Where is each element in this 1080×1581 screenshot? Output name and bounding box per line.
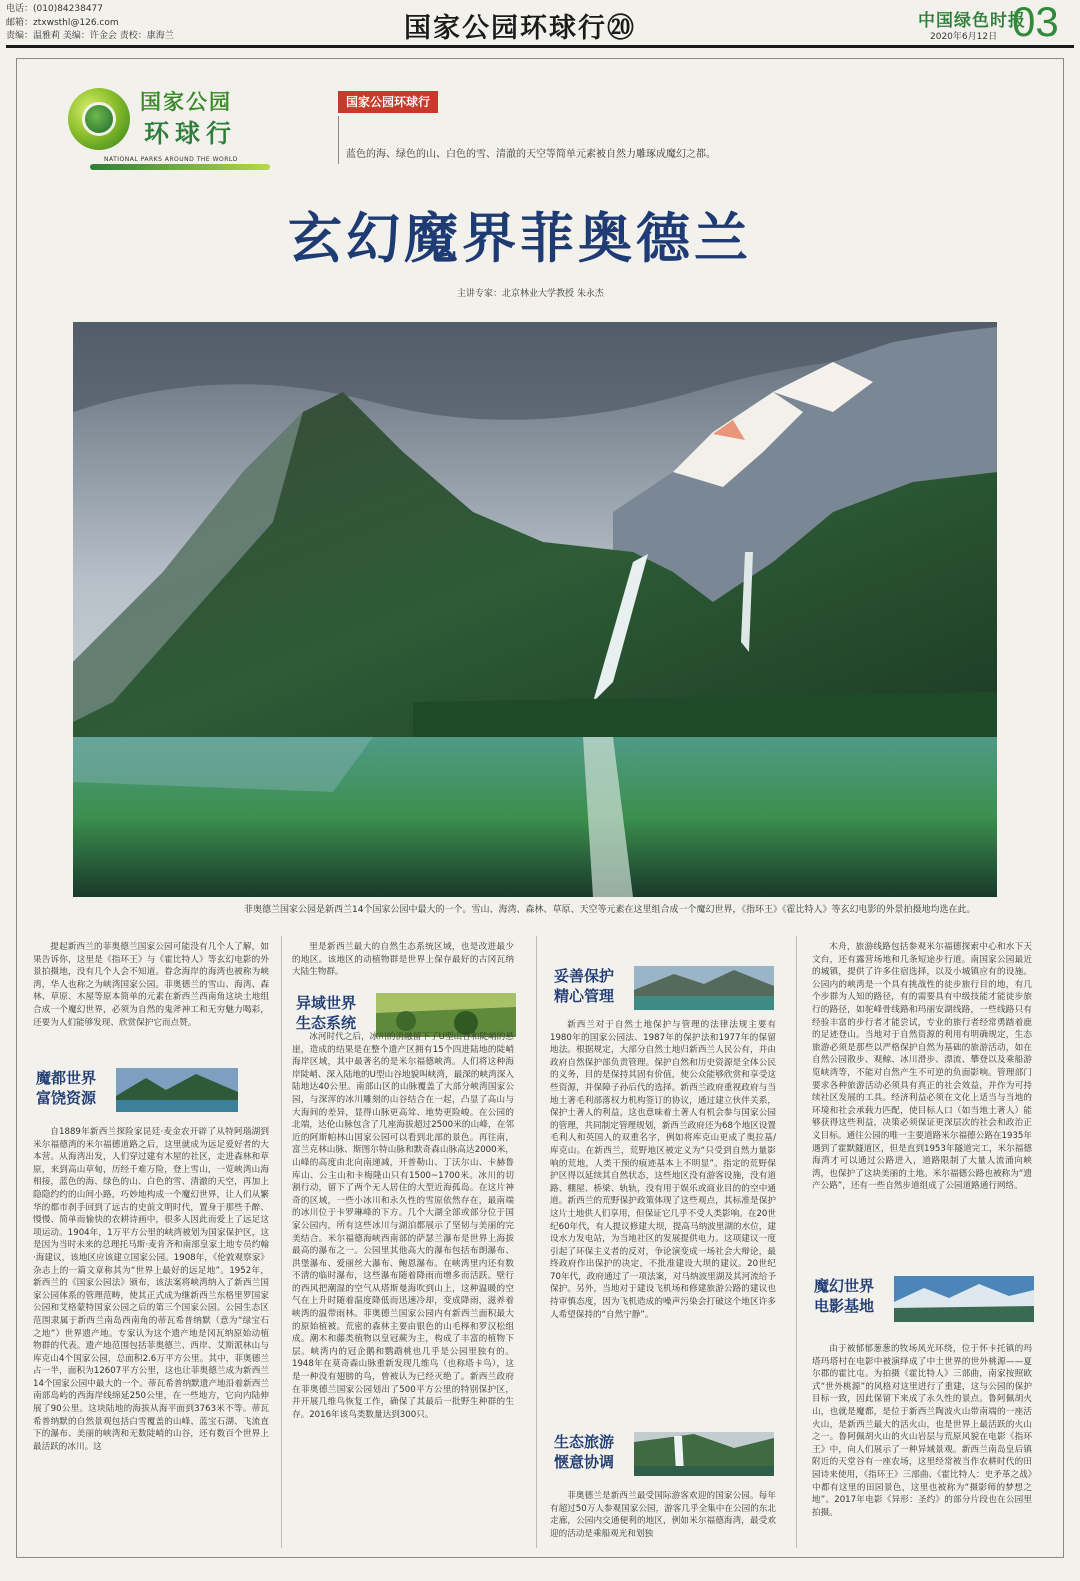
lead-divider [338, 116, 339, 164]
section-heading [36, 1068, 272, 1118]
section-title-line1: 魔幻世界 [814, 1277, 875, 1295]
masthead [0, 0, 1080, 46]
photo-caption: 菲奥德兰国家公园是新西兰14个国家公园中最大的一个。雪山、海湾、森林、草原、天空等元素在这里组合成一个魔幻世界，《指环王》《霍比特人》等玄幻电影的外景拍摄地均选在此。 [244, 905, 976, 915]
article-body: 木舟，旅游线路包括参观米尔福德探索中心和水下天文台，还有露营场地和几条短途步行道。南国家公园最近的城镇，提供了许多住宿选择，以及小城镇应有的设施。公园内的峡湾是一个具有挑战性的徒步旅行目的地，有几个步群为人知的路径，有的需要具有中级技能才能徒步旅行的路径，如驼峰骨线路和玛丽安湖线路，一些线路只有经验丰富的步行者才能尝试，专业的旅行者经常勇踏着鹿的足迹登山。当地对于自然资源的利用有明确规定，生态旅游必须是那些以严格保护自然为基础的旅游活动，如在自然公园散步、观鲸、冰川滑步、漂流、攀登以及乘船游览峡湾等，不能对自然产生不可逆的负面影响。管理部门要求各种旅游活动必须具有真正的社会效益，并作为可持续社区发展的工具。经济利益必须在文化上适当与当地的环境和社会承载力匹配，使目标人口（如当地土著人）能够获得这些利益，决策必须保证更深层次的社会和政治正义目标。通往公园的唯一主要道路米尔福德公路在1935年遇到了霍默隧道区，但是直到1953年隧道完工，米尔福德海湾才可以通过公路进入，道路限制了大量人流涌向峡湾，也保护了这块美丽的土地。米尔福德公路也被称为“遗产公路”，还有一些自然步道组成了公园道路通行网络。 [812, 942, 1032, 1192]
page-number: 03 [1012, 0, 1059, 45]
paper-name: 中国绿色时报 [918, 11, 1026, 31]
masthead-rule [6, 45, 1074, 48]
main-photo [73, 322, 997, 897]
section-title-line2: 精心管理 [554, 987, 615, 1005]
section-heading [814, 1276, 1034, 1326]
editors-text: 责编：温雅莉 美编：许金会 责校：康海兰 [6, 31, 174, 41]
section-title-line1: 魔都世界 [36, 1069, 97, 1087]
article-body: 里是新西兰最大的自然生态系统区域，也是改进最少的地区。该地区的动植物群是世界上保存最好的古冈瓦纳大陆生物群。 [292, 942, 514, 978]
globe-icon [68, 88, 130, 150]
section-title-line2: 富饶资源 [36, 1089, 97, 1107]
article-intro: 提起新西兰的菲奥德兰国家公园可能没有几个人了解，如果告诉你，这里是《指环王》与《霍比特人》等玄幻电影的外景拍摄地，没有几个人会不知道。眷念海岸的海湾也被称为峡湾，华人也称之为峡湾国家公园。菲奥德兰的雪山、海湾、森林、草原、木屋等原本简单的元素在新西兰西南角这块土地组合成一个魔幻世界，必须为自然的鬼斧神工和无穷魅力喝彩，还要为人们能够发现、欣赏保护它而点赞。 [33, 942, 269, 1028]
section-title-line2: 惬意协调 [554, 1453, 615, 1471]
column-tag: 国家公园环球行 [338, 91, 438, 113]
issue-date: 2020年6月12日 [930, 32, 998, 42]
column-title: 国家公园环球行⑳ [404, 13, 636, 44]
section-title-line1: 异域世界 [296, 994, 357, 1012]
lead-text: 蓝色的海、绿色的山、白色的雪、清澈的天空等简单元素被自然力雕琢成魔幻之都。 [346, 149, 716, 160]
contact-info [6, 3, 174, 44]
article-body: 冰河时代之后，冰川的消融留下了U型山谷和陡峭的悬崖，造成的结果是在整个遗产区拥有15个四进陆地的陡峭海岸区域，其中最著名的是米尔福德峡湾。人们将这种海岸陡峭、深入陆地的U型山谷地貌叫峡湾，最深的峡湾深入陆地达40公里。南部山区的山脉覆盖了大部分峡湾国家公园，与深浑的冰川雕刻的山谷结合在一起，凸显了高山与大海间的差异，显得山脉更高耸、地势更险峻。在公园的北端，达伦山脉包含了几座海拔超过2500米的山峰，在邻近的阿斯帕林山国家公园可以看到北部的景色。再往南，富兰克林山脉、斯图尔特山脉和默奇森山脉高达2000米，山峰的高度由北向南递减，开普勒山、丁沃尔山、卡赫鲁库山、公主山和卡梅隆山只有1500~1700米。冰川的切割行动，留下了两个无人居住的大型近海孤岛。在这片神奇的区域，一些小冰川和永久性的雪原依然存在，最南端的冰川位于卡罗琳峰的下方。几个大湖全部或部分位于国家公园内，所有这些冰川与湖泊都展示了坚韧与美丽的完美结合。米尔福德海峡西南部的萨瑟兰瀑布是世界上海拔最高的瀑布之一。公园里其他高大的瀑布包括布朗瀑布、洪堡瀑布、爱丽丝大瀑布、鲍恩瀑布。在峡湾里内还有数不清的临时瀑布，这些瀑布随着降雨而增多而活跃。壁行的西风把潮湿的空气从塔斯曼海吹到山上，这种温暖的空气在上升时随着温度降低而迅速冷却，变成降雨，滋养着峡湾的温带雨林。菲奥德兰国家公园内有新西兰面积最大的原始植被。荒密的森林主要由银色的山毛榉和罗汉松组成。潮木和藤类植物以皇冠蕨为主，构成了丰富的植物下层。峡湾内的冠企鹅和鹦鹉桃也几乎是公园里独有的。1948年在莫奇森山脉重新发现几维鸟（也称塔卡鸟），这是一种没有翅膀的鸟，曾被认为已经灭绝了。新西兰政府在菲奥德兰国家公园划出了500平方公里的特别保护区，并开展几维鸟恢复工作，确保了其最后一批野生种群的生存。2016年该鸟类数量达到300只。 [292, 1032, 514, 1420]
section-heading [554, 1432, 780, 1482]
section-thumbnail [634, 966, 774, 1010]
section-title-line2: 生态系统 [296, 1014, 357, 1032]
email-text: 邮箱：ztxwsthl@126.com [6, 17, 119, 28]
article-body: 新西兰对于自然土地保护与管理的法律法规主要有1980年的国家公园法、1987年的保护法和1977年的保留地法。根据规定，大部分自然土地归新西兰人民公有，并由政府自然保护部负责管理。保护自然和历史资源是全体公民的义务，目的是保持其固有价值，使公众能够欣赏和享受这些资源，并保障子孙后代的选择。新西兰政府重视政府与当地土著毛利部落权力机构签订的协议，通过建立伙伴关系，保护土著人的利益，这也意味着土著人有机会参与国家公园的管理，共同制定管理规划，新西兰政府还为68个地区设置毛利人和英国人的双重名字，例如将库克山更成了奥拉基/库克山。在新西兰，荒野地区被定义为“只受到自然力量影响的荒地，人类干预的痕迹基本上不明显”。指定的荒野保护区得以延续其自然状态，这些地区没有游客设施，没有道路、棚屋、桥梁、轨轨，没有用于娱乐或商业目的的空中通道。新西兰的荒野保护政策体现了这些观点，其标准是保护这片土地供人们享用，但保证它几乎不受人类影响。在20世纪60年代，有人提议修建大坝，提高马纳波里湖的水位，建设水力发电站，为当地社区的发展提供电力。这项建议一度引起了环保主义者的反对，争论演变成一场社会大辩论，最终政府作出保护的决定，不批准建设大坝的建议。20世纪70年代，政府通过了一项法案，对马纳波里湖及其河流给予保护。另外，当地对于建设飞机场和修建旅游公路的建议也持审慎态度，因为飞机造成的噪声污染会打破这个地区许多人希望保持的“自然宁静”。 [550, 1020, 776, 1320]
article-body: 由于被郁郁葱葱的牧场风光环绕，位于怀卡托镇的玛塔玛塔村在电影中被演绎成了中土世界的世外桃源——夏尔郡的霍比屯。为拍摄《霍比特人》三部曲，南家按照欧式“世外桃源”的风格对这里进行了重建，这与公园的保护目标一致，因此保留下来成了永久性的景点。鲁阿佩胡火山，也就是魔都，是位于新西兰陶波火山带南端的一座活火山，是新西兰最大的活火山，也是世界上最活跃的火山之一。鲁阿佩胡火山的火山岩层与荒原风貌在电影《指环王》中，向人们展示了一种异域景观。新西兰南岛皇后镇附近的天堂谷有一座农场，这里经常被当作农耕时代的田园诗来使用，《指环王》三部曲、《霍比特人：史矛革之战》中都有这里的田园景色，这里也被称为“摄影师的梦想之地”。2017年电影《异形：圣约》的部分片段也在公园里拍摄。 [812, 1344, 1032, 1518]
headline: 玄幻魔界菲奥德兰 [288, 206, 752, 270]
section-thumbnail [894, 1276, 1034, 1322]
column-rule [796, 936, 797, 1548]
section-thumbnail [116, 1068, 238, 1112]
article-body: 自1889年新西兰探险家昆廷·麦金农开辟了从特阿瑙湖到米尔福德湾的米尔福德道路之后，这里就成为远足爱好者的大本营。从海湾出发，人们穿过建有木屋的社区，走进森林和草原，来到高山草甸，历经千难万险，登上雪山，一览峡湾山海相接，蓝色的海、绿色的山、白色的雪、清澈的天空，再加上隐隐约约的山间小路，巧妙地构成一个魔幻世界，让人们从繁华的都市刹手回到了远古的史前文明时代，置身于那些千醉、慢慢、简单而愉快的农耕诗画中，很多人因此而爱上了远足这项运动。1904年，1万平方公里的峡湾被划为国家保护区，这是因为当时未来的总理托马斯·麦肯齐和南部皇家土地专员约翰·海建议，该地区应该建立国家公园。1908年，《伦敦观察家》杂志上的一篇文章称其为“世界上最好的远足地”。1952年，新西兰的《国家公园法》颁布，该法案将峡湾纳入了新西兰国家公园体系的管理范畴，使其正式成为继新西兰东格里罗国家公园和艾格蒙特国家公园之后的第三个国家公园。公园生态区范围隶属于新西兰南岛西南角的蒂瓦希普纳默（意为“绿宝石之地”）世界遗产地。专家认为这个遗产地是冈瓦纳原始动植物群的代表。遗产地范围包括菲奥德兰、西岸、艾斯派林山与库克山4个国家公园，总面积2.6万平方公里。其中，菲奥德兰占一半，面积为12607平方公里，这也让菲奥德兰成为新西兰14个国家公园中最大的一个。蒂瓦希普纳默遗产地沿着新西兰南部岛屿的西海岸线绵延250公里，在一些地方，它向内陆伸展了90公里。这块陆地的海拔从海平面到3763米不等。蒂瓦希普纳默的自然景观包括白雪覆盖的山峰、蓝宝石湖、飞流直下的瀑布、美丽的峡湾和无数陡峭的山谷，还有数百个世界上最活跃的冰川。这 [33, 1127, 269, 1452]
logo-swoosh [90, 164, 270, 170]
logo-line1: 国家公园 [140, 89, 232, 114]
logo-line2: 环球行 [144, 119, 238, 148]
section-heading [554, 966, 780, 1016]
expert-byline: 主讲专家：北京林业大学教授 朱永杰 [457, 289, 604, 299]
logo-subtitle: NATIONAL PARKS AROUND THE WORLD [104, 156, 238, 163]
section-title-line1: 妥善保护 [554, 967, 615, 985]
phone-text: 电话：(010)84238477 [6, 4, 104, 14]
section-title-line2: 电影基地 [814, 1297, 875, 1315]
section-title-line1: 生态旅游 [554, 1433, 615, 1451]
column-rule [536, 936, 537, 1548]
article-body: 菲奥德兰是新西兰最受国际游客欢迎的国家公园。每年有超过50万人参观国家公园，游客几乎全集中在公园的东北走廊，公园内交通便利的地区，例如米尔福德海湾，最受欢迎的活动是乘船观光和划独 [550, 1491, 776, 1539]
column-rule [281, 936, 282, 1548]
section-thumbnail [634, 1432, 774, 1476]
column-logo [68, 84, 268, 174]
